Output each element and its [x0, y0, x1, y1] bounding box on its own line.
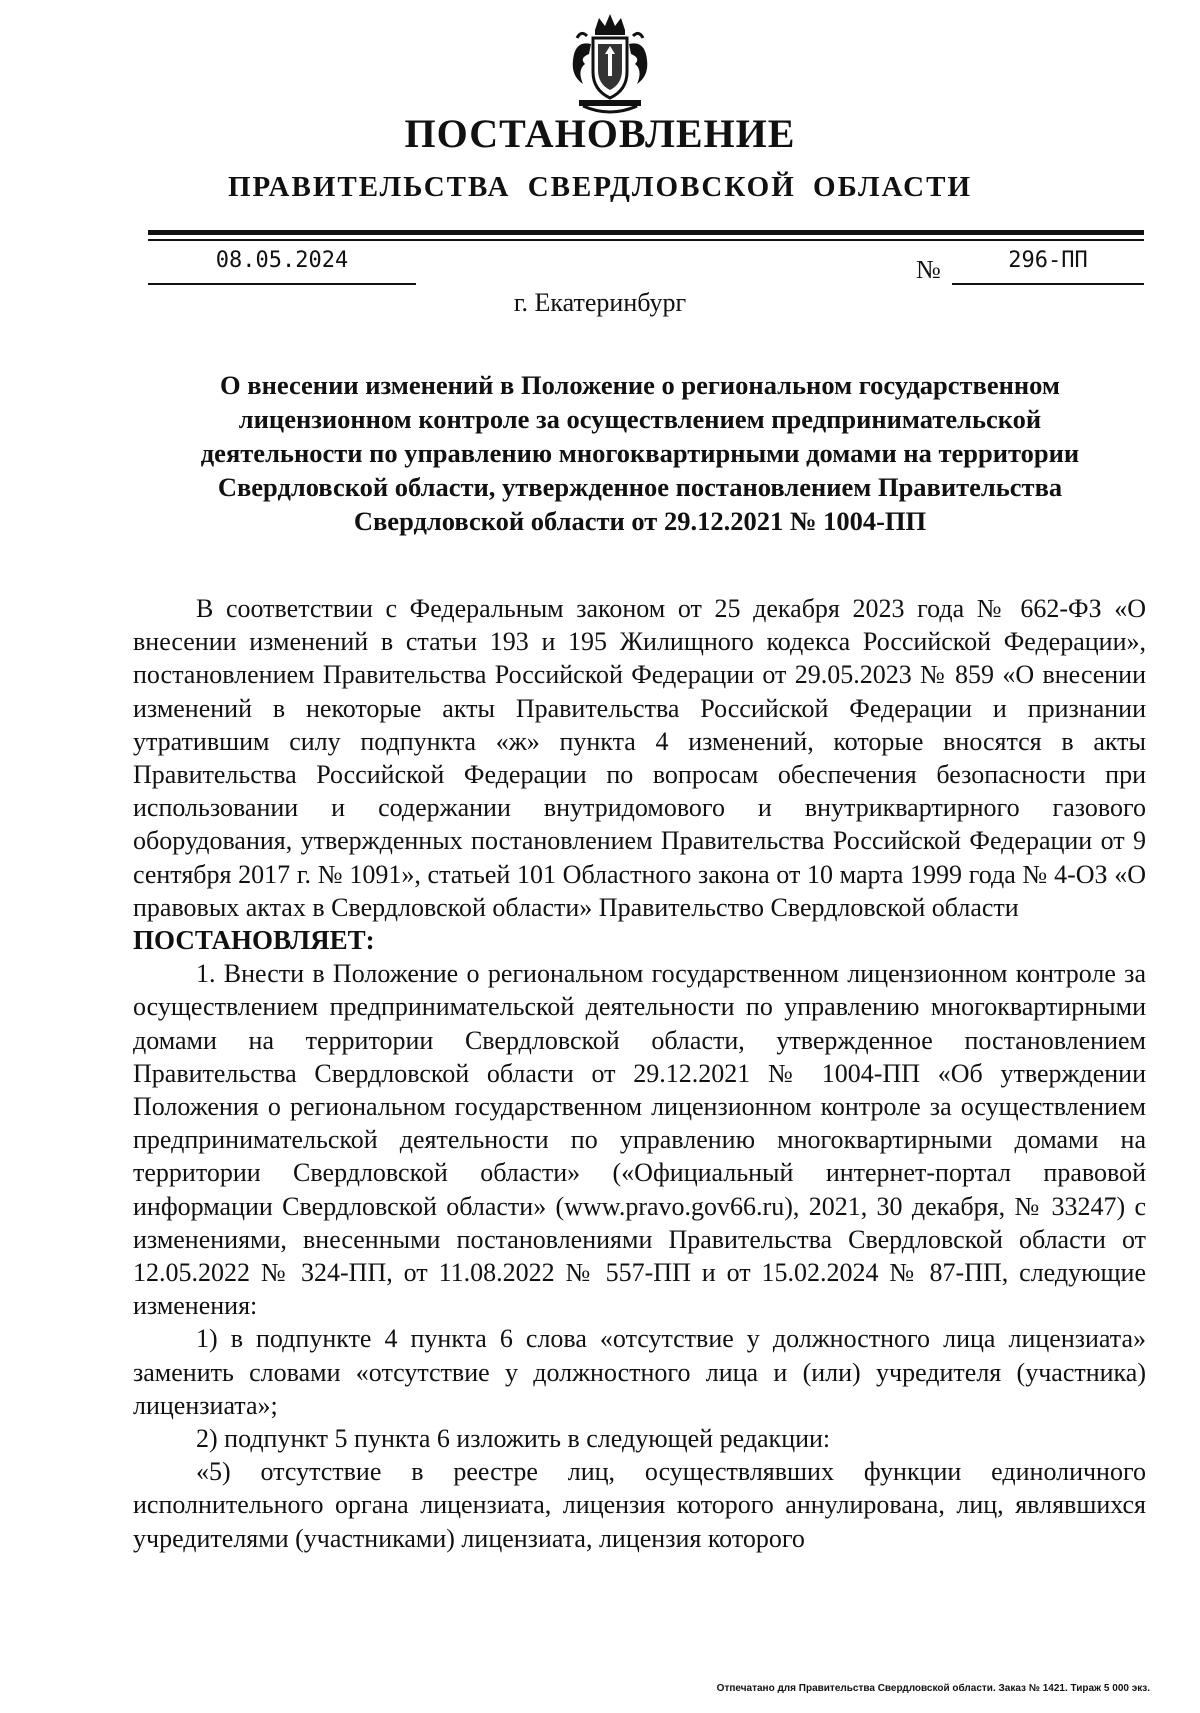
header-rule-thin	[148, 239, 1144, 241]
issue-city: г. Екатеринбург	[513, 288, 687, 317]
coat-of-arms-icon	[565, 10, 655, 118]
subitem-2-paragraph: 2) подпункт 5 пункта 6 изложить в следующей редакции:	[196, 1424, 831, 1454]
print-note: Отпечатано для Правительства Свердловской области. Заказ № 1421. Тираж 5 000 экз.	[716, 1683, 1150, 1694]
number-sign: №	[916, 255, 941, 284]
document-type-title: ПОСТАНОВЛЕНИЕ	[404, 111, 796, 156]
issuer-title: ПРАВИТЕЛЬСТВА СВЕРДЛОВСКОЙ ОБЛАСТИ	[227, 171, 973, 203]
document-date: 08.05.2024	[148, 248, 416, 285]
document-body	[133, 592, 1146, 1555]
item-1-paragraph: 1. Внести в Положение о региональном государственном лицензионном контроле за осуществлением предпринимательской деятельности по управлению многоквартирными домами на территории Свердловской области, утвержденное постановлением Правительства Свердловской области от 29.12.2021 № 1004-ПП «Об утверждении Положения о региональном государственном лицензионном контроле за осуществлением предпринимательской деятельности по управлению многоквартирными домами на территории Свердловской области» («Официальный интернет-портал правовой информации Свердловской области» (www.pravo.gov66.ru), 2021, 30 декабря, № 33247) с изменениями, внесенными постановлениями Правительства Свердловской области от 12.05.2022 № 324-ПП, от 11.08.2022 № 557-ПП и от 15.02.2024 № 87-ПП, следующие изменения:	[133, 959, 1146, 1321]
preamble-paragraph: В соответствии с Федеральным законом от 25 декабря 2023 года № 662-ФЗ «О внесении изменений в статьи 193 и 195 Жилищного кодекса Российской Федерации», постановлением Правительства Российской Федерации от 29.05.2023 № 859 «О внесении изменений в некоторые акты Правительства Российской Федерации и признании утратившим силу подпункта «ж» пункта 4 изменений, которые вносятся в акты Правительства Российской Федерации по вопросам обеспечения безопасности при использовании и содержании внутридомового и внутриквартирного газового оборудования, утвержденных постановлением Правительства Российской Федерации от 9 сентября 2017 г. № 1091», статьей 101 Областного закона от 10 марта 1999 года № 4-ОЗ «О правовых актах в Свердловской области» Правительство Свердловской области	[133, 594, 1146, 922]
document-number: 296-ПП	[952, 248, 1144, 285]
document-heading: О внесении изменений в Положение о региональном государственном лицензионном контроле за осуществлением предпринимательской деятельности по управлению многоквартирными домами на территории Свердловской области, утвержденное постановлением Правительства Свердловской области от 29.12.2021 № 1004-ПП	[200, 370, 1080, 536]
subitem-1-paragraph: 1) в подпункте 4 пункта 6 слова «отсутствие у должностного лица лицензиата» заменить словами «отсутствие у должностного лица и (или) учредителя (участника) лицензиата»;	[133, 1324, 1146, 1420]
subitem-2-text-paragraph: «5) отсутствие в реестре лиц, осуществлявших функции единоличного исполнительного органа лицензиата, лицензия которого аннулирована, лиц, являвшихся учредителями (участниками) лицензиата, лицензия которого	[133, 1457, 1146, 1553]
decree-word: ПОСТАНОВЛЯЕТ:	[133, 925, 375, 956]
header-rule-thick	[148, 230, 1144, 235]
